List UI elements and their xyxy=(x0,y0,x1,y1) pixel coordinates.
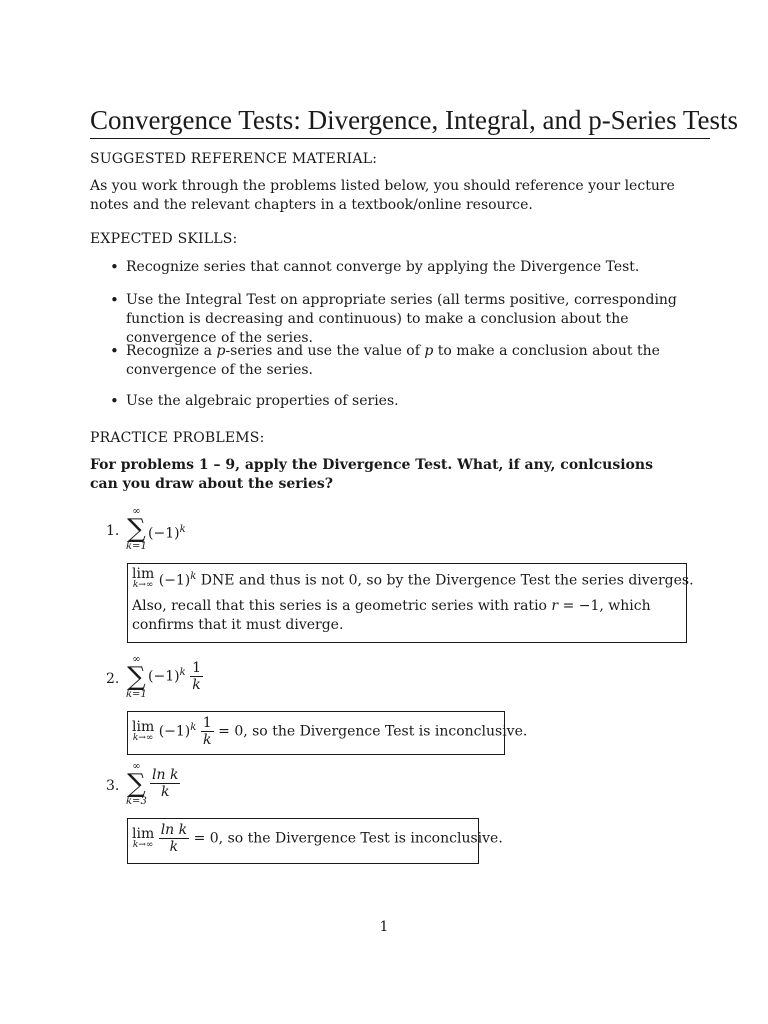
page-number: 1 xyxy=(379,919,389,935)
reference-heading: SUGGESTED REFERENCE MATERIAL: xyxy=(90,151,378,167)
series-term: $(-1)^k$ $\frac{1}{k}$ xyxy=(148,660,201,693)
answer-box-2: lim k→∞ $(-1)^k$ $\frac{1}{k}$ = 0, so the Divergence Test is inconclusive. xyxy=(127,711,505,755)
problem-number: 1. xyxy=(106,523,120,539)
skill-item: • Recognize a p-series and use the value of p to make a conclusion about the convergence of the series. xyxy=(108,342,706,380)
summation: ∞ ∑ k=1 xyxy=(126,506,147,552)
page-title: Convergence Tests: Divergence, Integral, and p-Series Tests xyxy=(90,104,710,139)
problem-instructions: For problems 1 – 9, apply the Divergence Test. What, if any, conlcusions can you draw about the series? xyxy=(90,457,653,492)
series-term: $(-1)^k$ xyxy=(148,524,186,542)
skill-item: • Recognize series that cannot converge by applying the Divergence Test. xyxy=(108,258,706,277)
problem-number: 3. xyxy=(106,778,120,794)
skill-item: • Use the algebraic properties of series. xyxy=(108,392,706,411)
reference-paragraph: As you work through the problems listed below, you should reference your lecture notes and the relevant chapters in a textbook/online resource. xyxy=(90,178,675,213)
series-term: $\frac{\text{ln k}}{k}$ xyxy=(152,767,179,800)
skills-heading: EXPECTED SKILLS: xyxy=(90,231,238,247)
problem-number: 2. xyxy=(106,671,120,687)
answer-box-1: lim k→∞ $(-1)^k$ DNE and thus is not 0, so by the Divergence Test the series diverges. Also, recall that this series is a geometric series with ratio r = −1, which confirms that it must diverge. xyxy=(127,563,687,643)
practice-heading: PRACTICE PROBLEMS: xyxy=(90,430,265,446)
answer-box-3: lim k→∞ $\frac{\text{ln k}}{k}$ = 0, so the Divergence Test is inconclusive. xyxy=(127,818,479,864)
summation: ∞ ∑ k=3 xyxy=(126,761,147,807)
summation: ∞ ∑ k=1 xyxy=(126,654,147,700)
skill-item: • Use the Integral Test on appropriate series (all terms positive, corresponding function is decreasing and continuous) to make a conclusion about the convergence of the series. xyxy=(108,291,706,348)
